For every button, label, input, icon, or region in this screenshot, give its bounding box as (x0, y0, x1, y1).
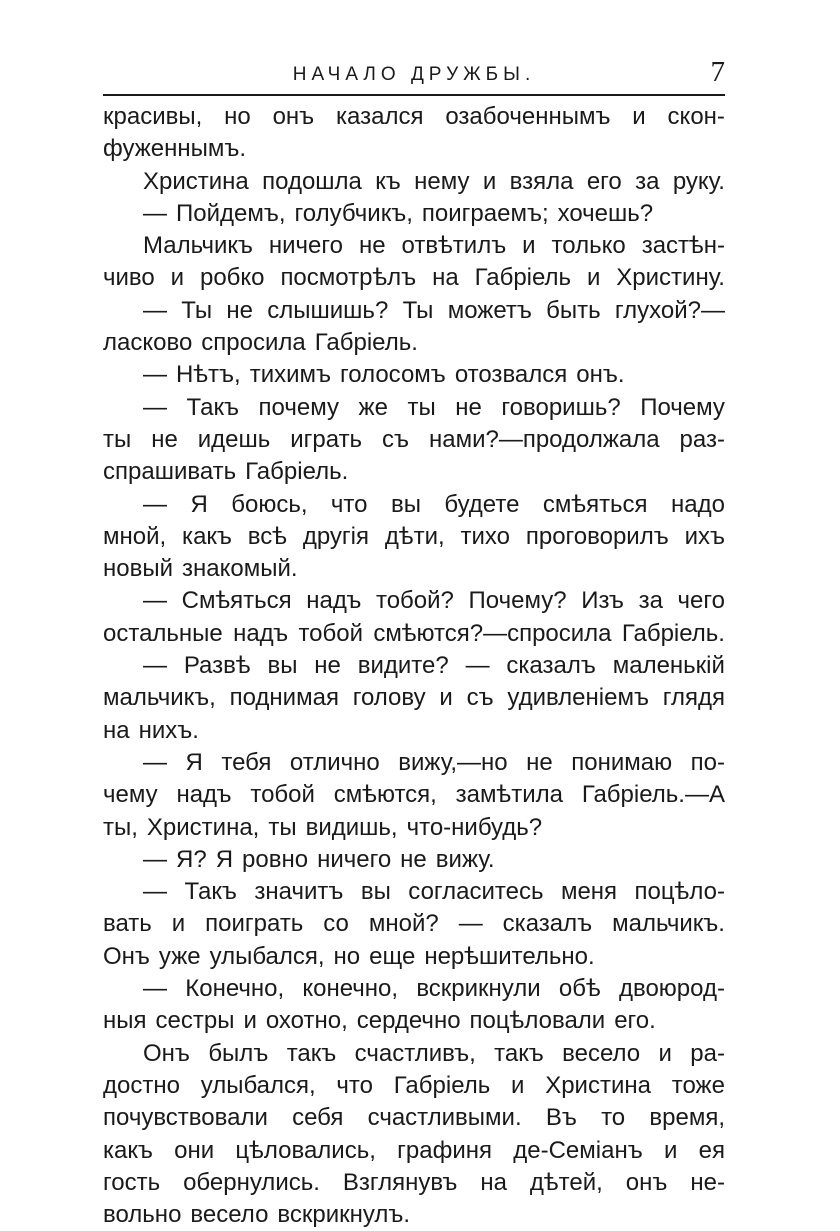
text-line: — Такъ почему же ты не говоришь? Почему (143, 393, 725, 421)
text-line: — Конечно, конечно, вскрикнули обѣ двоюрод- (143, 975, 725, 1003)
text-line: Христина подошла къ нему и взяла его за руку. (143, 167, 725, 195)
page-number: 7 (710, 56, 725, 88)
text-line: Онъ уже улыбался, но еще нерѣшительно. (103, 942, 595, 970)
text-line: на нихъ. (103, 716, 199, 744)
text-line: чиво и робко посмотрѣлъ на Габріель и Христину. (103, 264, 725, 292)
text-line: мной, какъ всѣ другія дѣти, тихо проговорилъ ихъ (103, 522, 725, 550)
text-line: почувствовали себя счастливыми. Въ то время, (103, 1104, 725, 1132)
text-line: ты, Христина, ты видишь, что-нибудь? (103, 813, 543, 841)
text-line: новый знакомый. (103, 555, 298, 583)
text-line: — Нѣтъ, тихимъ голосомъ отозвался онъ. (143, 361, 625, 389)
text-line: вольно весело вскрикнулъ. (103, 1201, 411, 1229)
text-line: — Я тебя отлично вижу,—но не понимаю по- (143, 748, 725, 776)
text-line: — Я боюсь, что вы будете смѣяться надо (143, 490, 725, 518)
text-line: ласково спросила Габріель. (103, 329, 418, 357)
text-line: достно улыбался, что Габріель и Христина тоже (103, 1071, 725, 1099)
text-line: — Такъ значитъ вы согласитесь меня поцѣло- (143, 878, 725, 906)
text-line: ныя сестры и охотно, сердечно поцѣловали его. (103, 1007, 656, 1035)
text-line: гость обернулись. Взглянувъ на дѣтей, онъ не- (103, 1168, 725, 1196)
text-line: — Пойдемъ, голубчикъ, поиграемъ; хочешь? (143, 199, 654, 227)
text-line: Онъ былъ такъ счастливъ, такъ весело и ра- (143, 1039, 725, 1067)
text-line: остальные надъ тобой смѣются?—спросила Габріель. (103, 619, 725, 647)
text-line: — Развѣ вы не видите? — сказалъ маленькій (143, 652, 725, 680)
text-line: Мальчикъ ничего не отвѣтилъ и только застѣн- (143, 232, 725, 260)
text-line: ты не идешь играть съ нами?—продолжала раз- (103, 425, 725, 453)
running-header (103, 58, 725, 96)
text-line: — Смѣяться надъ тобой? Почему? Изъ за чего (143, 587, 725, 615)
text-line: чему надъ тобой смѣются, замѣтила Габріель.—А (103, 781, 725, 809)
body-text (103, 101, 725, 1231)
text-line: вать и поиграть со мной? — сказалъ мальчикъ. (103, 910, 725, 938)
text-line: — Я? Я ровно ничего не вижу. (143, 845, 495, 873)
text-line: фуженнымъ. (103, 135, 247, 163)
text-line: красивы, но онъ казался озабоченнымъ и скон- (103, 103, 725, 130)
text-line: мальчикъ, поднимая голову и съ удивленіемъ глядя (103, 684, 725, 712)
running-title: НАЧАЛО ДРУЖБЫ. (292, 64, 536, 85)
text-line: какъ они цѣловались, графиня де-Семіанъ и ея (103, 1136, 725, 1164)
text-line: — Ты не слышишь? Ты можетъ быть глухой?— (143, 296, 725, 324)
text-line: спрашивать Габріель. (103, 458, 349, 486)
